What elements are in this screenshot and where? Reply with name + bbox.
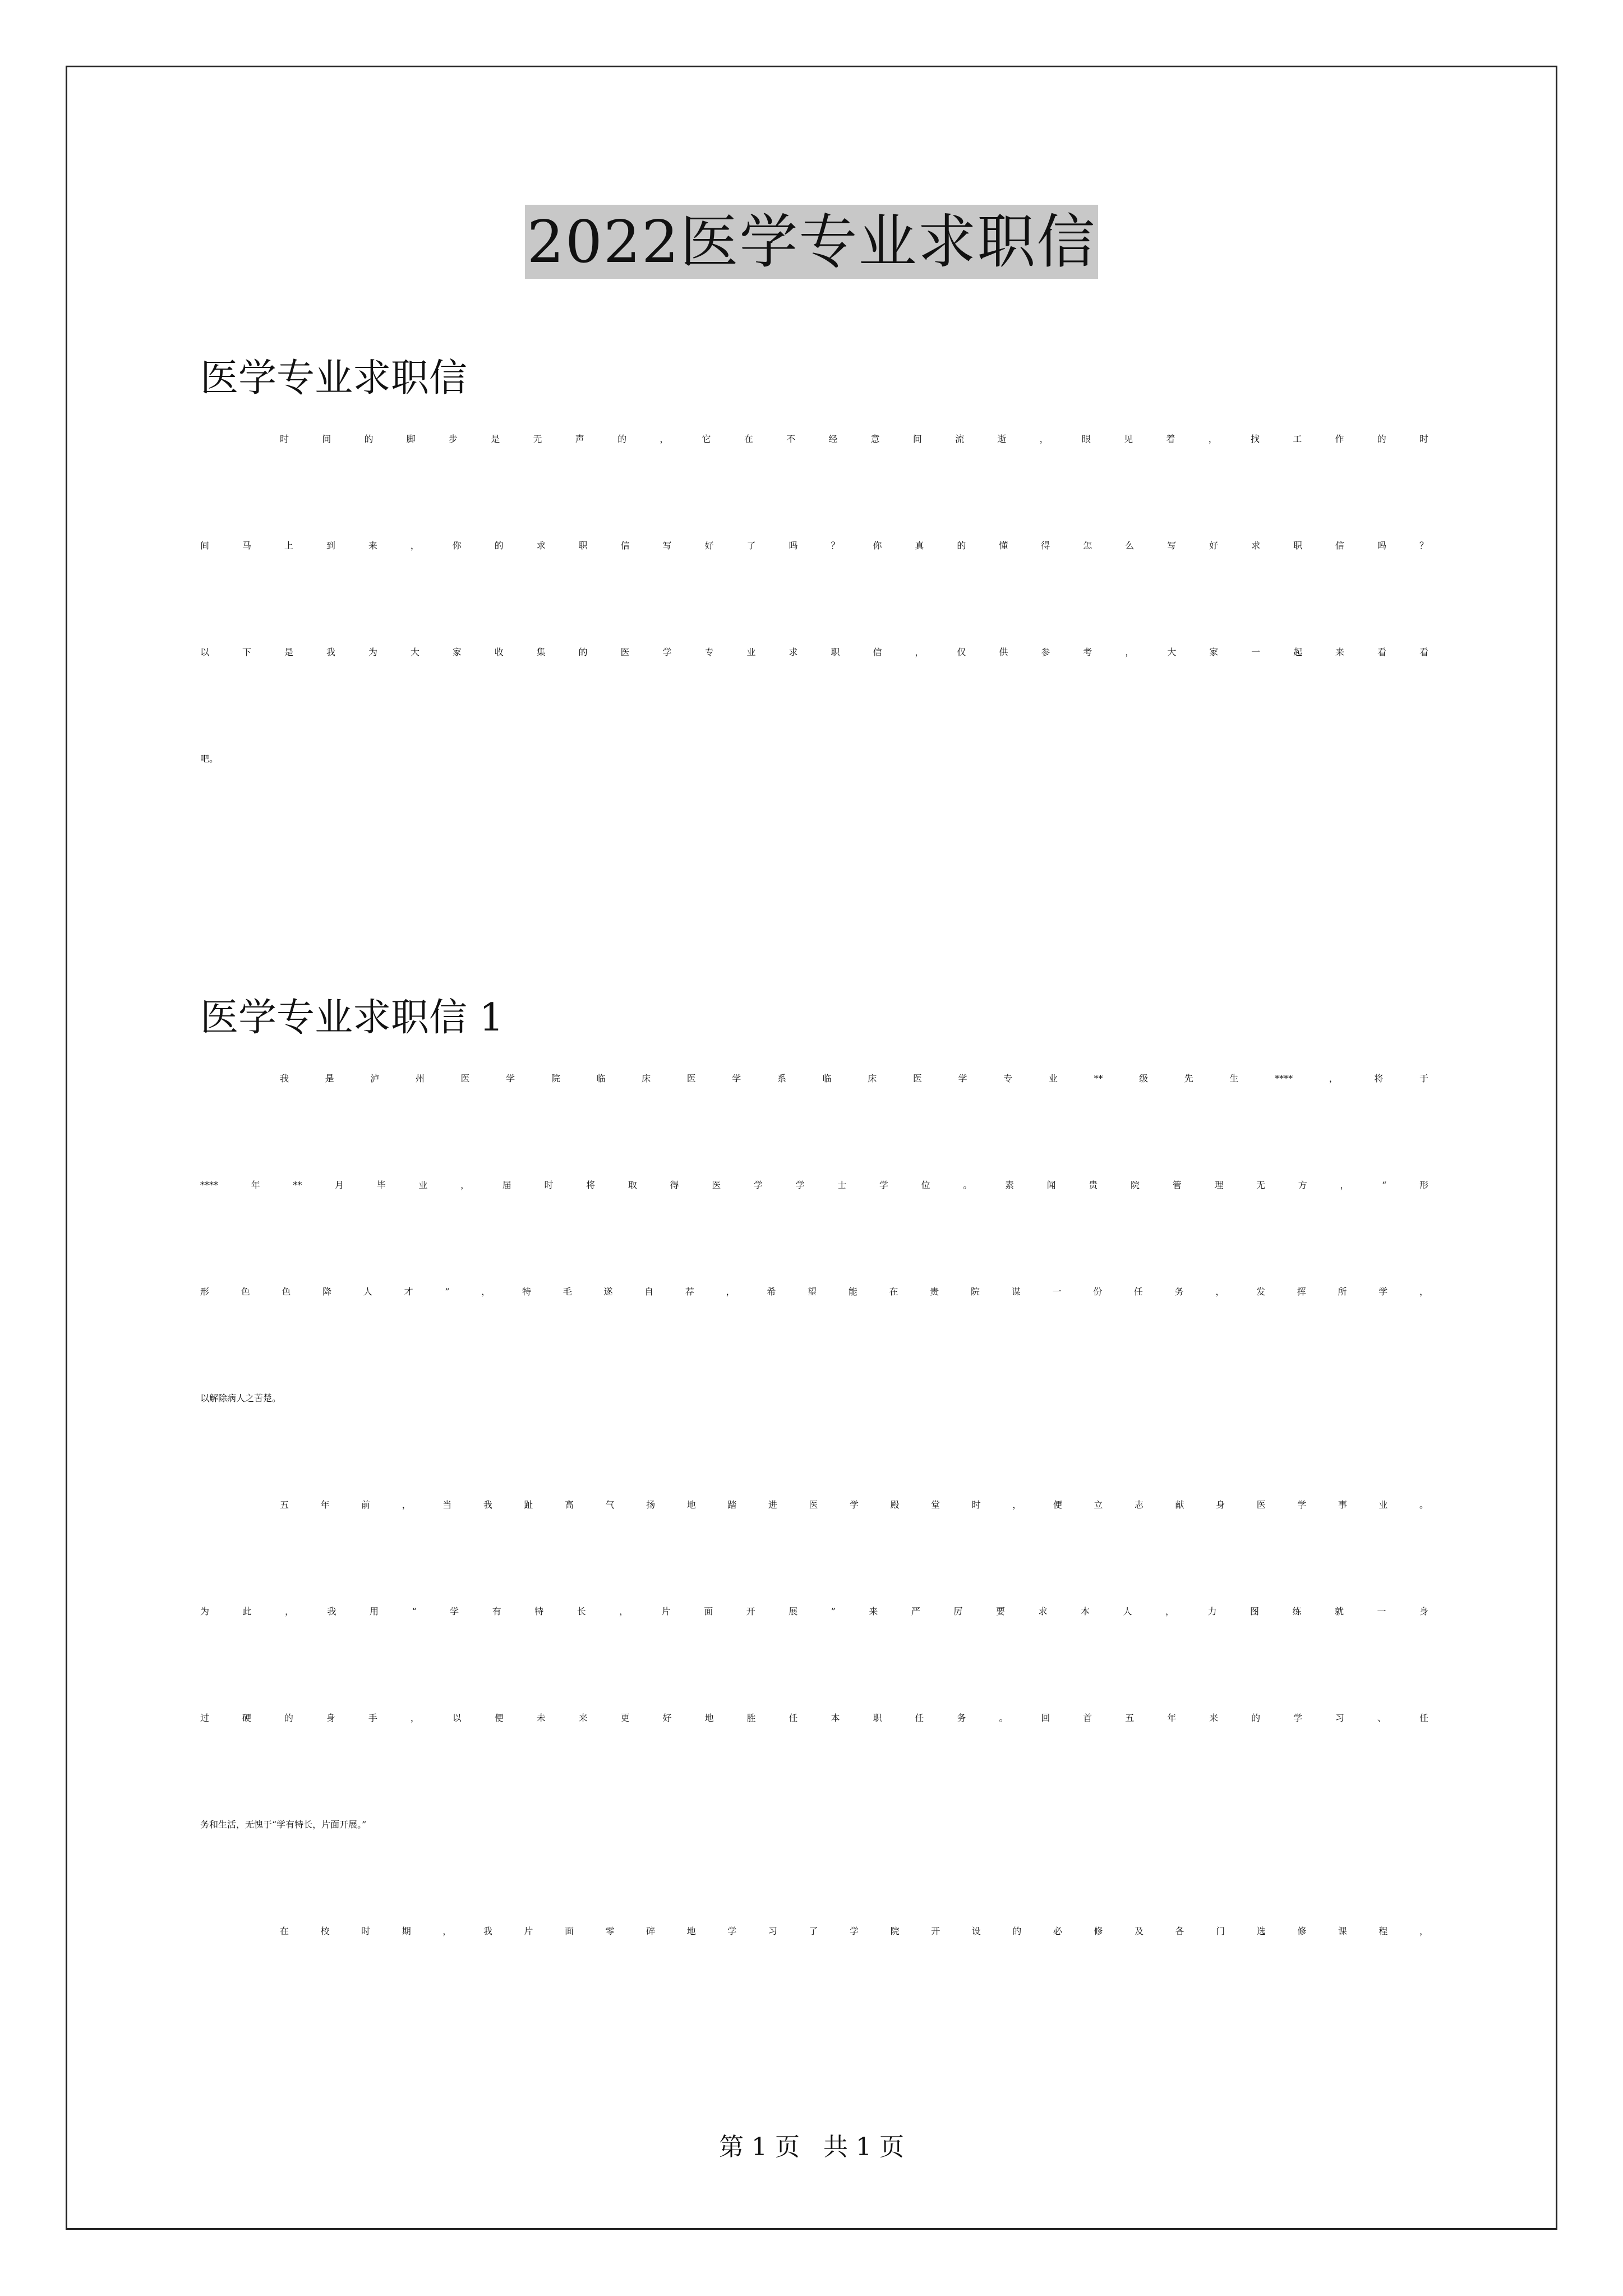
paragraph-line: 过硬的身手，以便未来更好地胜任本职任务。回首五年来的学习、任 — [200, 1713, 1428, 1723]
paragraph-line: 务和生活，无愧于“学有特长，片面开展。” — [200, 1819, 367, 1830]
document-body — [200, 325, 1428, 2031]
paragraph-line: 以解除病人之苦楚。 — [200, 1393, 282, 1404]
paragraph-2 — [200, 1498, 1428, 1924]
paragraph-3 — [200, 1924, 1428, 2031]
title-wrap — [0, 205, 1623, 279]
intro-line: 时间的脚步是无声的，它在不经意间流逝，眼见着，找工作的时 — [280, 434, 1428, 444]
paragraph-line: ****年**月毕业，届时将取得医学学士学位。素闻贵院管理无方，“形 — [200, 1180, 1428, 1190]
section-heading: 医学专业求职信 1 — [200, 996, 504, 1040]
intro-paragraph — [200, 432, 1428, 858]
paragraph-line: 在校时期，我片面零碎地学习了学院开设的必修及各门选修课程， — [280, 1926, 1428, 1936]
page-footer: 第 1 页 共 1 页 — [719, 2133, 904, 2161]
intro-line: 间马上到来，你的求职信写好了吗？你真的懂得怎么写好求职信吗？ — [200, 540, 1428, 551]
section-gap — [200, 858, 1428, 965]
subtitle: 医学专业求职信 — [200, 356, 468, 401]
intro-line: 以下是我为大家收集的医学专业求职信，仅供参考，大家一起来看看 — [200, 647, 1428, 657]
paragraph-1 — [200, 1071, 1428, 1498]
paragraph-line: 五年前，当我趾高气扬地踏进医学殿堂时，便立志献身医学事业。 — [280, 1499, 1428, 1510]
intro-line: 吧。 — [200, 753, 219, 764]
paragraph-line: 我是泸州医学院临床医学系临床医学专业**级先生****，将于 — [280, 1073, 1428, 1084]
paragraph-line: 形色色降人才”，特毛遂自荐，希望能在贵院谋一份任务，发挥所学， — [200, 1286, 1428, 1297]
document-title: 2022医学专业求职信 — [525, 205, 1099, 279]
paragraph-line: 为此，我用“学有特长，片面开展”来严厉要求本人，力图练就一身 — [200, 1606, 1428, 1617]
